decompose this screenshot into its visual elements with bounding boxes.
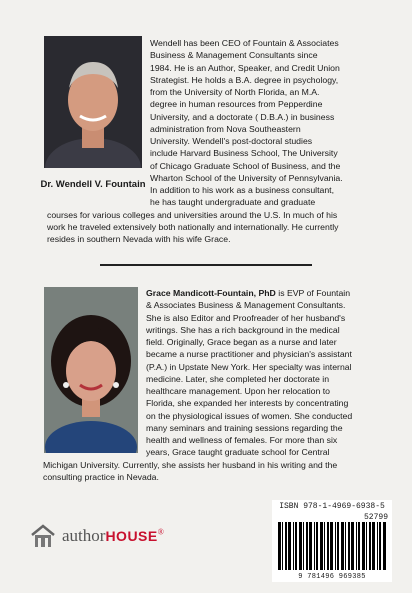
bio-line: include Harvard Business School, The University	[150, 148, 338, 159]
bio-line: In addition to his work as a business consultant,	[150, 185, 334, 195]
barcode-bar	[293, 522, 294, 570]
wendell-caption: Dr. Wendell V. Fountain	[40, 179, 146, 190]
barcode-bar	[356, 522, 357, 570]
bio-line: consulting practice in Nevada.	[43, 471, 159, 482]
house-icon	[30, 523, 56, 549]
bio-line: University. Wendell's post-doctoral studies	[150, 136, 313, 146]
bio-line: work he traveled extensively both nationally and internationally. He currently	[47, 221, 339, 232]
bio-line: (P.A.) in Upstate New York. Her specialty was internal	[146, 361, 352, 372]
barcode-bar	[306, 522, 308, 570]
bio-line: Strategist. He holds a B.A. degree in psychology,	[150, 74, 339, 85]
barcode-bar	[335, 522, 336, 570]
barcode-bar	[345, 522, 346, 570]
bio-line: medicine. Later, she completed her doctorate in	[146, 373, 330, 384]
barcode-bar	[379, 522, 381, 570]
grace-bio	[43, 287, 391, 483]
bio-line: many seminars and training sessions regarding the	[146, 422, 343, 433]
barcode-area	[272, 500, 392, 582]
publisher-logo	[30, 522, 190, 550]
bio-line: healthcare management. Upon her relocation to	[146, 386, 330, 396]
barcode-bar	[337, 522, 339, 570]
bio-line: health and wellness of females. For more than six	[146, 435, 338, 445]
barcode-bar	[285, 522, 287, 570]
ean-digits: 9 781496 969385	[298, 573, 366, 581]
bio-line: degree in human resources from Pepperdine	[150, 99, 323, 110]
barcode-bar	[324, 522, 325, 570]
bio-line: courses for various colleges and universities around the U.S. In much of his	[47, 209, 338, 220]
bio-line: he has taught undergraduate and graduate	[150, 197, 316, 208]
barcode-bar	[362, 522, 365, 570]
barcode-bar	[358, 522, 360, 570]
bio-line: Wendell has been CEO of Fountain & Associates	[150, 38, 339, 48]
bio-line: 1984. He is an Author, Speaker, and Credit Union	[150, 62, 340, 73]
bio-line: of Chicago Graduate School of Business, and the	[150, 160, 341, 171]
barcode-bar	[288, 522, 291, 570]
price-code: 52799	[363, 513, 388, 522]
barcode-bar	[314, 522, 315, 570]
bio-line: Florida, she expanded her interests by concentrating	[146, 398, 349, 409]
bio-line: University, and a doctorate ( D.B.A.) in business	[150, 111, 335, 122]
barcode-bar	[320, 522, 323, 570]
barcode-bar	[295, 522, 297, 570]
barcode-bar	[351, 522, 354, 570]
bio-line: administration from Nova Southeastern	[150, 123, 301, 134]
grace-name: Grace Mandicott-Fountain, PhD	[146, 288, 276, 298]
barcode-bar	[348, 522, 350, 570]
barcode-bar	[372, 522, 375, 570]
barcode-bar	[303, 522, 304, 570]
barcode-bar	[377, 522, 378, 570]
bio-line: field. Originally, Grace began as a nurse and later	[146, 337, 337, 347]
barcode-bars	[278, 522, 386, 570]
grace-bio-line: is EVP of Fountain	[275, 288, 351, 298]
section-divider	[100, 264, 312, 266]
barcode-bar	[330, 522, 333, 570]
bio-line: resides in southern Nevada with his wife Grace.	[47, 234, 231, 244]
barcode-bar	[369, 522, 371, 570]
bio-line: writings. She has a rich background in the medical	[146, 324, 340, 335]
barcode-bar	[327, 522, 329, 570]
bio-line: Wharton School of the University of Pennsylvania.	[150, 172, 343, 183]
bio-line: & Associates Business & Management Consultants.	[146, 300, 346, 311]
barcode-bar	[383, 522, 386, 570]
wendell-bio	[47, 37, 391, 245]
bio-line: years, Grace taught graduate school for Central	[146, 447, 330, 458]
bio-line: Business & Management Consultants since	[150, 50, 318, 61]
barcode-bar	[299, 522, 302, 570]
bio-line: Michigan University. Currently, she assists her husband in his writing and the	[43, 459, 338, 470]
publisher-name: authorHOUSE®	[62, 526, 164, 545]
barcode-bar	[341, 522, 344, 570]
bio-line: became a nurse practitioner and physician's assistant	[146, 349, 352, 360]
bio-line: from the University of North Florida, an M.A.	[150, 87, 320, 97]
barcode-bar	[316, 522, 318, 570]
barcode-bar	[309, 522, 312, 570]
bio-line: She is also Editor and Proofreader of her husband's	[146, 312, 346, 323]
bio-line: on the physiological issues of women. She conducted	[146, 410, 353, 421]
barcode-bar	[366, 522, 367, 570]
barcode-bar	[278, 522, 281, 570]
isbn-text: ISBN 978-1-4969-6938-5	[279, 502, 385, 511]
barcode-bar	[282, 522, 283, 570]
